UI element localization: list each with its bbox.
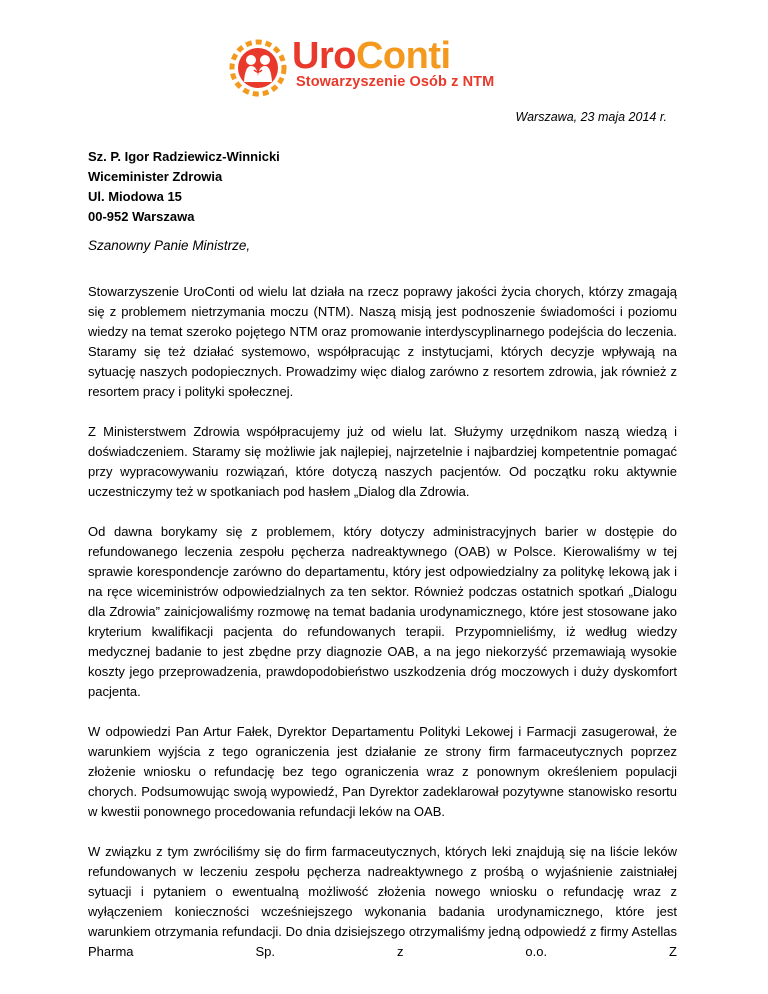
letter-body [88,282,677,982]
brand-name [292,34,451,78]
uroconti-logo [226,35,496,100]
paragraph-1: Stowarzyszenie UroConti od wielu lat działa na rzecz poprawy jakości życia chorych, którzy zmagają się z problemem nietrzymania moczu (NTM). Naszą misją jest podnoszenie świadomości i poziomu wiedzy na temat szeroko pojętego NTM oraz promowanie interdyscyplinarnego podejścia do leczenia. Staramy się też działać systemowo, współpracując z instytucjami, których decyzje wpływają na sytuację naszych podopiecznych. Prowadzimy więc dialog zarówno z resortem zdrowia, jak również z resortem pracy i polityki społecznej. [88,284,677,399]
paragraph-3: Od dawna borykamy się z problemem, który dotyczy administracyjnych barier w dostępie do refundowanego leczenia zespołu pęcherza nadreaktywnego (OAB) w Polsce. Kierowaliśmy w tej sprawie korespondencje zarówno do departamentu, który jest odpowiedzialny za politykę lekową jak i na ręce wiceministrów odpowiedzialnych za ten sektor. Również podczas ostatnich spotkań „Dialogu dla Zdrowia” zainicjowaliśmy rozmowę na temat badania urodynamicznego, które jest stosowane jako kryterium kwalifikacji pacjenta do refundowanych terapii. Przypomnieliśmy, iż według wiedzy medycznej badanie to jest zbędne przy diagnozie OAB, a na jego niekorzyść przemawiają wysokie koszty jego przeprowadzenia, prawdopodobieństwo uszkodzenia dróg moczowych i duży dyskomfort pacjenta. [88,524,677,699]
recipient-city: 00-952 Warszawa [88,209,195,224]
brand-conti: Conti [355,35,451,77]
recipient-name: Sz. P. Igor Radziewicz-Winnicki [88,149,280,164]
paragraph-2: Z Ministerstwem Zdrowia współpracujemy już od wielu lat. Służymy urzędnikom naszą wiedzą i doświadczeniem. Staramy się możliwie jak najlepiej, najrzetelnie i najbardziej kompetentnie pomagać przy wypracowywaniu rozwiązań, które dotyczą naszych pacjentów. Od początku roku aktywnie uczestniczymy też w spotkaniach pod hasłem „Dialog dla Zdrowia. [88,424,677,499]
letter-date: Warszawa, 23 maja 2014 r. [515,110,667,124]
brand-tagline: Stowarzyszenie Osób z NTM [296,74,495,90]
logo-people-icon [226,38,290,98]
paragraph-5: W związku z tym zwróciliśmy się do firm farmaceutycznych, których leki znajdują się na liście leków refundowanych w leczeniu zespołu pęcherza nadreaktywnego z prośbą o wyjaśnienie zaistniałej sytuacji i pytaniem o ewentualną możliwość złożenia nowego wniosku o refundację wraz z wyłączeniem konieczności wcześniejszego wykonania badania urodynamicznego, które jest warunkiem otrzymania refundacji. Do dnia dzisiejszego otrzymaliśmy jedną odpowiedź z firmy Astellas Pharma Sp. z o.o. Z [88,844,677,959]
recipient-title: Wiceminister Zdrowia [88,169,223,184]
recipient-address [88,147,280,227]
brand-uro: Uro [292,35,356,77]
salutation: Szanowny Panie Ministrze, [88,238,251,253]
recipient-street: Ul. Miodowa 15 [88,189,182,204]
paragraph-4: W odpowiedzi Pan Artur Fałek, Dyrektor Departamentu Polityki Lekowej i Farmacji zasugerował, że warunkiem wyjścia z tego ograniczenia jest działanie ze strony firm farmaceutycznych poprzez złożenie wniosku o refundację bez tego ograniczenia wraz z ponownym określeniem populacji chorych. Podsumowując swoją wypowiedź, Pan Dyrektor zadeklarował pozytywne stanowisko resortu w kwestii ponownego procedowania refundacji leków na OAB. [88,724,677,819]
